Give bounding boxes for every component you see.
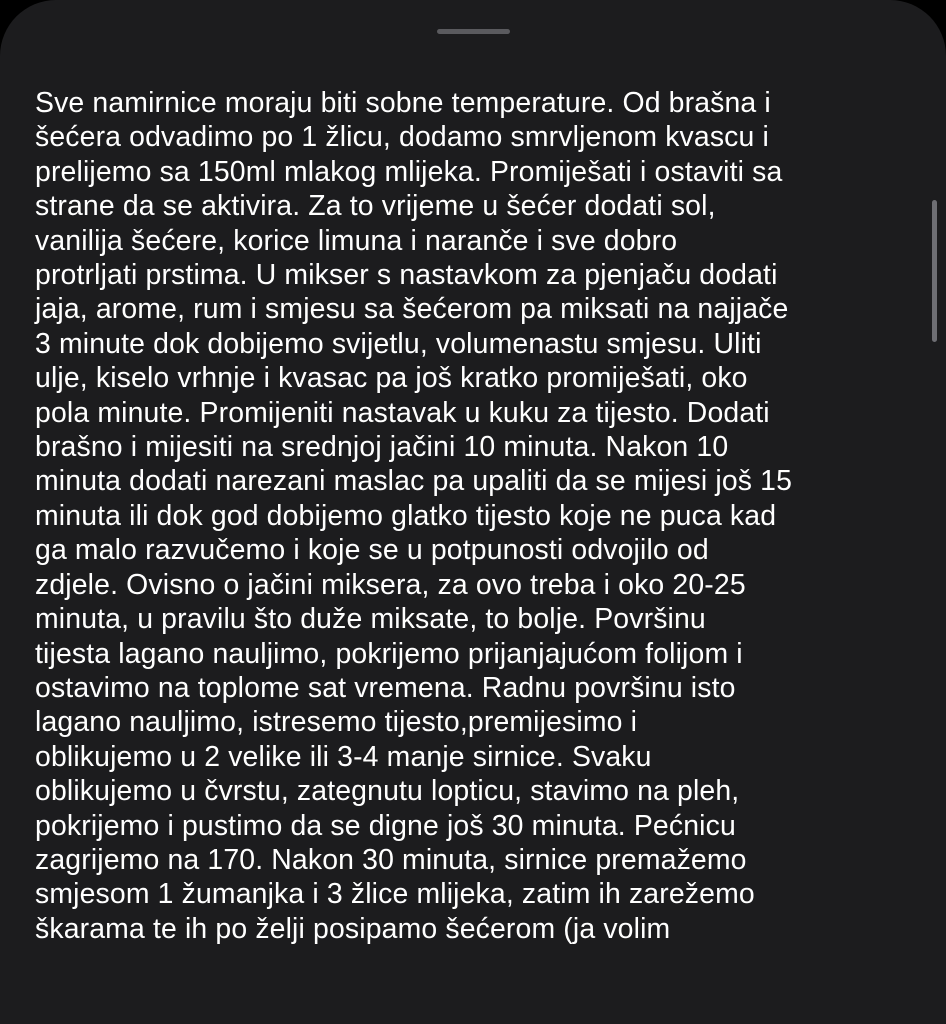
text-line: protrljati prstima. U mikser s nastavkom za pjenjaču dodati bbox=[35, 259, 778, 292]
text-line: oblikujemo u 2 velike ili 3-4 manje sirnice. Svaku bbox=[35, 740, 652, 773]
text-line: strane da se aktivira. Za to vrijeme u šećer dodati sol, bbox=[35, 190, 716, 223]
text-line: jaja, arome, rum i smjesu sa šećerom pa miksati na najjače bbox=[35, 293, 789, 326]
scrollbar-indicator[interactable] bbox=[932, 200, 937, 342]
text-line: zagrijemo na 170. Nakon 30 minuta, sirnice premažemo bbox=[35, 843, 747, 876]
text-line: ulje, kiselo vrhnje i kvasac pa još kratko promiješati, oko bbox=[35, 362, 748, 395]
text-line: šećera odvadimo po 1 žlicu, dodamo smrvljenom kvascu i bbox=[35, 121, 769, 154]
text-line: škarama te ih po želji posipamo šećerom (ja volim bbox=[35, 912, 671, 945]
text-line: lagano nauljimo, istresemo tijesto,premijesimo i bbox=[35, 706, 638, 739]
text-line: pokrijemo i pustimo da se digne još 30 minuta. Pećnicu bbox=[35, 809, 736, 842]
text-line: minuta ili dok god dobijemo glatko tijesto koje ne puca kad bbox=[35, 499, 777, 532]
text-line: oblikujemo u čvrstu, zategnutu lopticu, stavimo na pleh, bbox=[35, 775, 740, 808]
sheet-grabber-handle[interactable] bbox=[437, 29, 510, 34]
text-line: Sve namirnice moraju biti sobne temperature. Od brašna i bbox=[35, 87, 771, 119]
text-line: tijesta lagano nauljimo, pokrijemo prijanjajućom folijom i bbox=[35, 637, 743, 670]
text-line: brašno i mijesiti na srednjoj jačini 10 minuta. Nakon 10 bbox=[35, 431, 729, 464]
text-line: 3 minute dok dobijemo svijetlu, volumenastu smjesu. Uliti bbox=[35, 327, 762, 360]
text-line: minuta, u pravilu što duže miksate, to bolje. Površinu bbox=[35, 603, 706, 636]
text-line: smjesom 1 žumanjka i 3 žlice mlijeka, zatim ih zarežemo bbox=[35, 878, 755, 911]
recipe-text-body[interactable] bbox=[35, 86, 915, 946]
text-line: vanilija šećere, korice limuna i naranče i sve dobro bbox=[35, 224, 678, 257]
text-line: minuta dodati narezani maslac pa upaliti da se mijesi još 15 bbox=[35, 465, 793, 498]
text-line: pola minute. Promijeniti nastavak u kuku za tijesto. Dodati bbox=[35, 396, 770, 429]
text-line: ostavimo na toplome sat vremena. Radnu površinu isto bbox=[35, 671, 736, 704]
text-line: ga malo razvučemo i koje se u potpunosti odvojilo od bbox=[35, 534, 709, 567]
text-line: zdjele. Ovisno o jačini miksera, za ovo treba i oko 20-25 bbox=[35, 568, 746, 601]
text-line: prelijemo sa 150ml mlakog mlijeka. Promiješati i ostaviti sa bbox=[35, 155, 783, 188]
